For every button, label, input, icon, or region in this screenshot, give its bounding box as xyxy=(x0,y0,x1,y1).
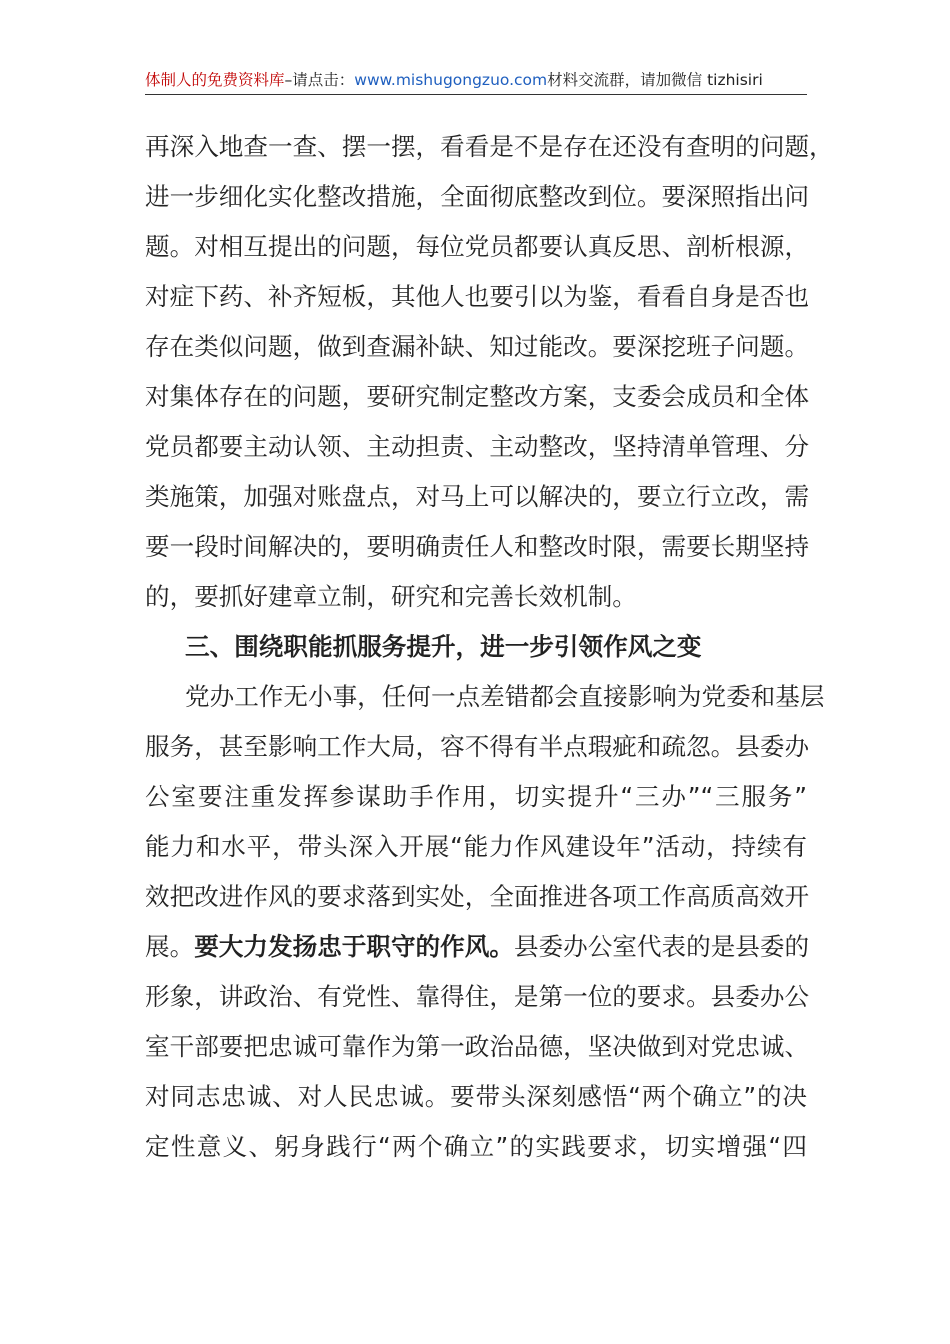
line-prefix: 展。 xyxy=(145,932,195,961)
body-line: 效把改进作风的要求落到实处，全面推进各项工作高质高效开 xyxy=(145,882,810,911)
body-line: 的，要抓好建章立制，研究和完善长效机制。 xyxy=(145,582,637,611)
bold-emphasis: 要大力发扬忠于职守的作风。 xyxy=(194,932,514,961)
header-brand: 体制人的免费资料库 xyxy=(145,71,285,89)
header-url-link[interactable]: www.mishugongzuo.com xyxy=(354,71,548,89)
header-click-text: –请点击： xyxy=(284,71,355,89)
body-line: 党办工作无小事，任何一点差错都会直接影响为党委和基层 xyxy=(185,682,825,711)
body-line: 类施策，加强对账盘点，对马上可以解决的，要立行立改，需 xyxy=(145,482,810,511)
body-line: 对同志忠诚、对人民忠诚。要带头深刻感悟“两个确立”的决 xyxy=(145,1082,807,1111)
body-line: 能力和水平，带头深入开展“能力作风建设年”活动，持续有 xyxy=(145,832,807,861)
section-heading: 三、围绕职能抓服务提升，进一步引领作风之变 xyxy=(185,632,702,661)
page-header xyxy=(145,66,807,95)
body-line: 对症下药、补齐短板，其他人也要引以为鉴，看看自身是否也 xyxy=(145,282,810,311)
body-line: 室干部要把忠诚可靠作为第一政治品德，坚决做到对党忠诚、 xyxy=(145,1032,810,1061)
body-line: 再深入地查一查、摆一摆，看看是不是存在还没有查明的问题， xyxy=(145,132,834,161)
header-note: 材料交流群，请加微信 tizhisiri xyxy=(547,71,763,89)
body-line: 服务，甚至影响工作大局，容不得有半点瑕疵和疏忽。县委办 xyxy=(145,732,810,761)
body-line: 存在类似问题，做到查漏补缺、知过能改。要深挖班子问题。 xyxy=(145,332,810,361)
body-line: 题。对相互提出的问题，每位党员都要认真反思、剖析根源， xyxy=(145,232,810,261)
body-line: 要一段时间解决的，要明确责任人和整改时限，需要长期坚持 xyxy=(145,532,810,561)
body-line: 定性意义、躬身践行“两个确立”的实践要求，切实增强“四 xyxy=(145,1132,807,1161)
body-line: 形象，讲政治、有党性、靠得住，是第一位的要求。县委办公 xyxy=(145,982,810,1011)
body-line: 党员都要主动认领、主动担责、主动整改，坚持清单管理、分 xyxy=(145,432,810,461)
body-line: 进一步细化实化整改措施，全面彻底整改到位。要深照指出问 xyxy=(145,182,810,211)
body-line: 公室要注重发挥参谋助手作用，切实提升“三办”“三服务” xyxy=(145,782,807,811)
body-line-mixed xyxy=(145,922,810,972)
body-line: 对集体存在的问题，要研究制定整改方案，支委会成员和全体 xyxy=(145,382,810,411)
document-body xyxy=(145,122,834,1172)
line-suffix: 县委办公室代表的是县委的 xyxy=(513,932,810,961)
